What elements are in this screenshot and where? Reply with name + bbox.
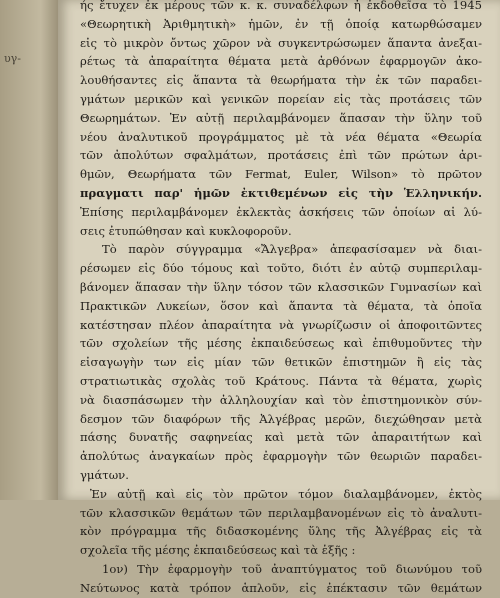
text-line: τῶν ἀπολύτων σφαλμάτων, προτάσεις ἐπὶ τῶν πρώτων ἀρι- [80, 148, 482, 163]
text-line: στρατιωτικὰς σχολὰς τοῦ Κράτους. Πάντα τὰ θέματα, χωρὶς [80, 373, 482, 388]
book-page [58, 0, 500, 595]
text-line: ρέτως τὰ ἀπαραίτητα θέματα μετὰ ἀρθόνων ἐφαρμογῶν ἀκο- [80, 54, 482, 69]
text-line: δεσμον τῶν διαφόρων τῆς Ἀλγέβρας μερῶν, διεχώθησαν μετὰ [80, 411, 482, 426]
body-text [80, 0, 482, 598]
text-line: γμάτων. [80, 467, 129, 482]
text-line: θμῶν, Θεωρήματα τῶν Fermat, Euler, Wilson» τὸ πρῶτον [80, 167, 482, 182]
text-line: Ἐπίσης περιλαμβάνομεν ἐκλεκτὰς ἀσκήσεις τῶν ὁποίων αἱ λύ- [80, 204, 482, 219]
text-line: εἰσαγωγὴν των εἰς μίαν τῶν θετικῶν ἐπιστημῶν ἢ εἰς τὰς [80, 355, 482, 370]
text-line: 1ον) Τὴν ἐφαρμογὴν τοῦ ἀναπτύγματος τοῦ διωνύμου τοῦ [102, 561, 482, 576]
text-line: πραγματι παρ' ἡμῶν ἐκτιθεμένων εἰς τὴν Ἑλληνικήν. [80, 185, 482, 200]
text-line: τῶν σχολείων τῆς μέσης ἐκπαιδεύσεως καὶ ἐπιθυμοῦντες τὴν [80, 336, 482, 351]
previous-page-edge [0, 0, 58, 500]
text-line: Νεύτωνος κατὰ τρόπον ἁπλοῦν, εἰς ἐπέκτασιν τῶν θεμάτων [80, 580, 482, 595]
text-line: Θεωρημάτων. Ἐν αὐτῇ περιλαμβάνομεν ἅπασαν τὴν ὕλην τοῦ [80, 110, 482, 125]
text-line: εἰς τὸ μικρὸν ὄντως χῶρον νὰ συγκεντρώσωμεν ἅπαντα ἀνεξαι- [80, 35, 482, 50]
text-line: σχολεῖα τῆς μέσης ἐκπαιδεύσεως καὶ τὰ ἑξῆς : [80, 543, 356, 558]
text-line: Ἐν αὐτῇ καὶ εἰς τὸν πρῶτον τόμον διαλαμβάνομεν, ἐκτὸς [90, 486, 482, 501]
text-line: νὰ διασπάσωμεν τὴν ἀλληλουχίαν καὶ τὸν ἐπιστημονικὸν σύν- [80, 392, 482, 407]
text-line: ρέσωμεν εἰς δύο τόμους καὶ τοῦτο, διότι ἐν αὐτῷ συμπεριλαμ- [80, 261, 482, 276]
text-line: «Θεωρητικὴ Ἀριθμητικὴ» ἡμῶν, ἐν τῇ ὁποίᾳ κατωρθώσαμεν [80, 16, 482, 31]
text-line: ἀπολύτως ἀναγκαίων πρὸς ἐφαρμογὴν τῶν θεωριῶν παραδει- [80, 449, 482, 464]
text-line: Πρακτικῶν Λυκείων, ὅσον καὶ ἅπαντα τὰ θέματα, τὰ ὁποῖα [80, 298, 482, 313]
text-line: νέου ἀναλυτικοῦ προγράμματος μὲ τὰ νέα θέματα «Θεωρία [80, 129, 482, 144]
text-line: πάσης δυνατῆς σαφηνείας καὶ μετὰ τῶν ἀπαραιτήτων καὶ [80, 430, 482, 445]
text-line: βάνομεν ἅπασαν τὴν ὕλην τόσον τῶν κλασσικῶν Γυμνασίων καὶ [80, 279, 482, 294]
text-line: σεις ἐτυπώθησαν καὶ κυκλοφοροῦν. [80, 223, 292, 238]
text-line: τῶν κλασσικῶν θεμάτων τῶν περιλαμβανομένων εἰς τὸ ἀναλυτι- [80, 505, 482, 520]
text-line: ής ἔτυχεν ἐκ μέρους τῶν κ. κ. συναδέλφων ἡ ἐκδοθεῖσα τὸ 1945 [80, 0, 482, 12]
text-line: λουθήσαντες εἰς ἅπαντα τὰ θεωρήματα τὴν ἐκ τῶν παραδει- [80, 73, 482, 88]
text-line: γμάτων μερικῶν καὶ γενικῶν πορείαν εἰς τὰς προτάσεις τῶν [80, 91, 482, 106]
text-line: κὸν πρόγραμμα τῆς διδασκομένης ὕλης τῆς Ἀλγέβρας εἰς τὰ [80, 524, 482, 539]
text-line: Τὸ παρὸν σύγγραμμα «Ἄλγεβρα» ἀπεφασίσαμεν νὰ διαι- [102, 242, 482, 257]
text-line: κατέστησαν πλέον ἀπαραίτητα νὰ γνωρίζωσιν οἱ ἀποφοιτῶντες [80, 317, 482, 332]
previous-page-fragment: υγ- [4, 52, 21, 65]
